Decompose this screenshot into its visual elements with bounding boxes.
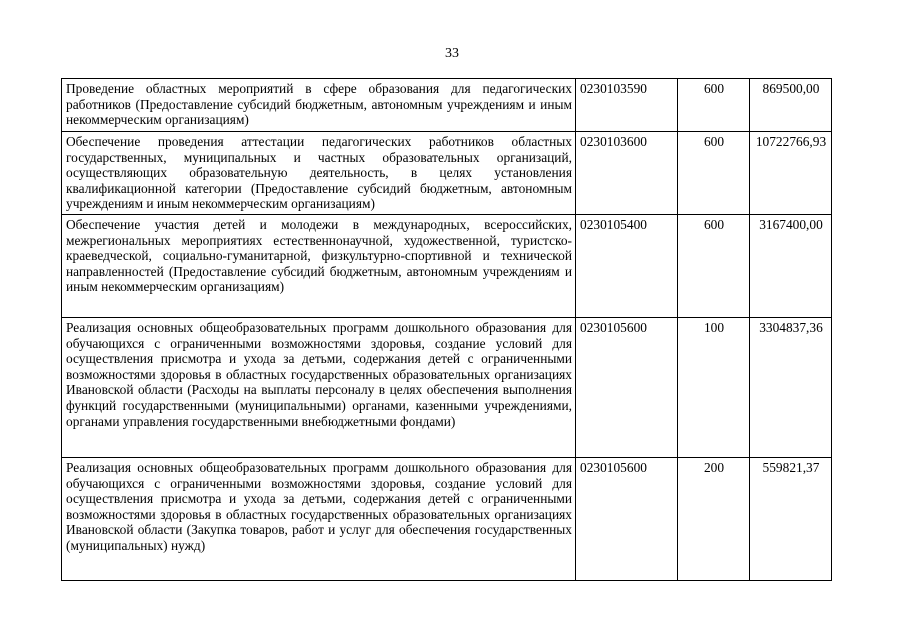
row-target-code: 0230105600 xyxy=(576,458,678,581)
row-expense-type: 600 xyxy=(678,132,750,215)
table-row xyxy=(62,458,832,581)
row-expense-type: 100 xyxy=(678,318,750,458)
budget-table xyxy=(61,78,832,581)
row-expense-type: 600 xyxy=(678,215,750,318)
row-target-code: 0230103590 xyxy=(576,79,678,132)
row-amount: 10722766,93 xyxy=(750,132,832,215)
row-description: Реализация основных общеобразовательных программ дошкольного образования для обучающихся с ограниченными возможностями здоровья, создание условий для осуществления присмотра и ухода за детьми, содержания детей с ограниченными возможностями здоровья в областных государственных образовательных организациях Ивановской области (Закупка товаров, работ и услуг для обеспечения государственных (муниципальных) нужд) xyxy=(62,458,576,581)
row-expense-type: 600 xyxy=(678,79,750,132)
table-row xyxy=(62,79,832,132)
row-description: Проведение областных мероприятий в сфере образования для педагогических работников (Предоставление субсидий бюджетным, автономным учреждениям и иным некоммерческим организациям) xyxy=(62,79,576,132)
row-expense-type: 200 xyxy=(678,458,750,581)
row-amount: 869500,00 xyxy=(750,79,832,132)
row-target-code: 0230103600 xyxy=(576,132,678,215)
page-number: 33 xyxy=(445,46,459,61)
table-row xyxy=(62,318,832,458)
row-description: Обеспечение проведения аттестации педагогических работников областных государственных, муниципальных и частных образовательных организаций, осуществляющих образовательную деятельность, в целях установления квалификационной категории (Предоставление субсидий бюджетным, автономным учреждениям и иным некоммерческим организациям) xyxy=(62,132,576,215)
row-amount: 559821,37 xyxy=(750,458,832,581)
row-target-code: 0230105400 xyxy=(576,215,678,318)
row-amount: 3167400,00 xyxy=(750,215,832,318)
table-row xyxy=(62,132,832,215)
row-amount: 3304837,36 xyxy=(750,318,832,458)
row-target-code: 0230105600 xyxy=(576,318,678,458)
row-description: Обеспечение участия детей и молодежи в международных, всероссийских, межрегиональных мероприятиях естественнонаучной, художественной, туристско-краеведческой, социально-гуманитарной, физкультурно-спортивной и технической направленностей (Предоставление субсидий бюджетным, автономным учреждениям и иным некоммерческим организациям) xyxy=(62,215,576,318)
table-row xyxy=(62,215,832,318)
row-description: Реализация основных общеобразовательных программ дошкольного образования для обучающихся с ограниченными возможностями здоровья, создание условий для осуществления присмотра и ухода за детьми, содержания детей с ограниченными возможностями здоровья в областных государственных образовательных организациях Ивановской области (Расходы на выплаты персоналу в целях обеспечения выполнения функций государственными (муниципальными) органами, казенными учреждениями, органами управления государственными внебюджетными фондами) xyxy=(62,318,576,458)
